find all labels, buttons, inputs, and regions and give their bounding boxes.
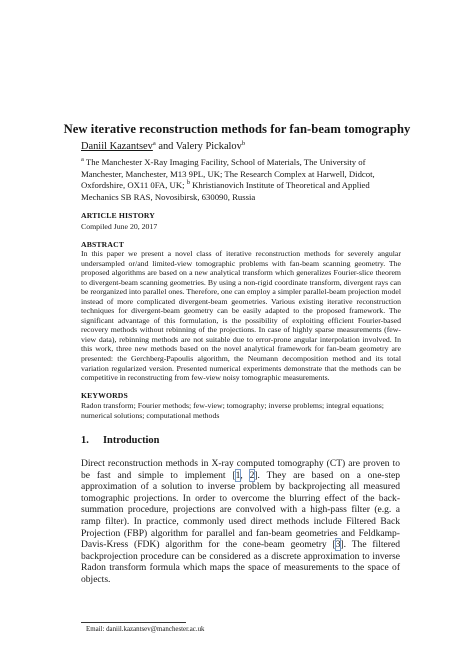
- author-kazantsev-link[interactable]: Daniil Kazantsev: [81, 141, 153, 152]
- citation-link-2[interactable]: 2: [249, 469, 255, 481]
- article-history-heading: ARTICLE HISTORY: [81, 211, 155, 220]
- keywords-text: Radon transform; Fourier methods; few-view; tomography; inverse problems; integral equations; numerical solutions; computational methods: [81, 401, 384, 420]
- affiliations: [81, 157, 397, 203]
- footnote-divider: [81, 622, 186, 623]
- intro-text-part2: ]. They are based on a one-step approximation of a solution to inverse problem by backprojecting all measured tomographic projections. In order to overcome the blurring effect of the back-summation procedure, projections are convolved with a high-pass filter (e.g. a ramp filter). In practice, commonly used direct methods include Filtered Back Projection (FBP) algorithm for parallel and fan-beam geometries and Feldkamp-Davis-Kress (FDK) algorithm for the cone-beam geometry [: [81, 469, 400, 551]
- author-affiliation-mark-b: b: [241, 140, 246, 147]
- abstract-heading: ABSTRACT: [81, 240, 125, 249]
- citation-separator: ,: [240, 469, 250, 481]
- intro-text-part1: Direct reconstruction methods in X-ray computed tomography (CT) are proven to be fast and simple to implement [: [81, 458, 400, 481]
- footnote-email: Email: daniil.kazantsev@manchester.ac.uk: [86, 626, 205, 633]
- author-affiliation-mark-a: a: [152, 140, 156, 147]
- author-line: [81, 141, 245, 152]
- keywords-heading: KEYWORDS: [81, 391, 128, 400]
- intro-text-part3: ]. The filtered backprojection procedure can be considered as a discrete approximation to inverse Radon transform formula which maps the space of measurements to the space of objects.: [81, 539, 400, 585]
- affiliation-text-a: The Manchester X-Ray Imaging Facility, School of Materials, The University of Manchester, Manchester, M13 9PL, UK; The Research Complex at Harwell, Didcot, Oxfordshire, OX11 0FA, UK;: [81, 157, 375, 191]
- author-connector: and: [155, 141, 176, 152]
- paper-title: New iterative reconstruction methods for fan-beam tomography: [63, 122, 411, 136]
- citation-link-3[interactable]: 3: [335, 539, 341, 551]
- affiliation-mark-a: a: [81, 156, 84, 163]
- abstract-text: In this paper we present a novel class of iterative reconstruction methods for severely angular undersampled or/and limited-view tomographic problems with fan-beam scanning geometry. The proposed algorithms are based on a new analytical transform which generalizes Fourier-slice theorem to divergent-beam scanning geometries. By using a non-rigid coordinate transform, divergent rays can be reorganized into parallel ones. Therefore, one can employ a simpler parallel-beam projection model instead of more complicated divergent-beam geometries. Various existing iterative reconstruction techniques for divergent-beam geometry can be easily adapted to the proposed framework. The significant advantage of this formulation, is the possibility of exploiting efficient Fourier-based recovery methods without rebinning of the projections. In case of highly sparse measurements (few-view data), rebinning methods are not suitable due to error-prone angular interpolation involved. In this work, three new methods based on the novel analytical framework for fan-beam geometry are presented: the Gerchberg-Papoulis algorithm, the Neumann decomposition method and its total variation regularized version. Presented numerical experiments demonstrate that the methods can be competitive in reconstructing from few-view noisy tomographic measurements.: [81, 249, 401, 383]
- section-title: Introduction: [103, 435, 160, 446]
- compiled-date: Compiled June 20, 2017: [81, 222, 158, 231]
- citation-link-1[interactable]: 1: [235, 469, 241, 481]
- introduction-paragraph: [81, 458, 400, 586]
- section-number: 1.: [81, 435, 89, 446]
- affiliation-text-b: Khristianovich Institute of Theoretical and Applied Mechanics SB RAS, Novosibirsk, 630090, Russia: [81, 180, 370, 202]
- section-heading-introduction: [81, 435, 159, 446]
- author-pickalov: Valery Pickalov: [175, 141, 242, 152]
- affiliation-mark-b: b: [186, 179, 190, 187]
